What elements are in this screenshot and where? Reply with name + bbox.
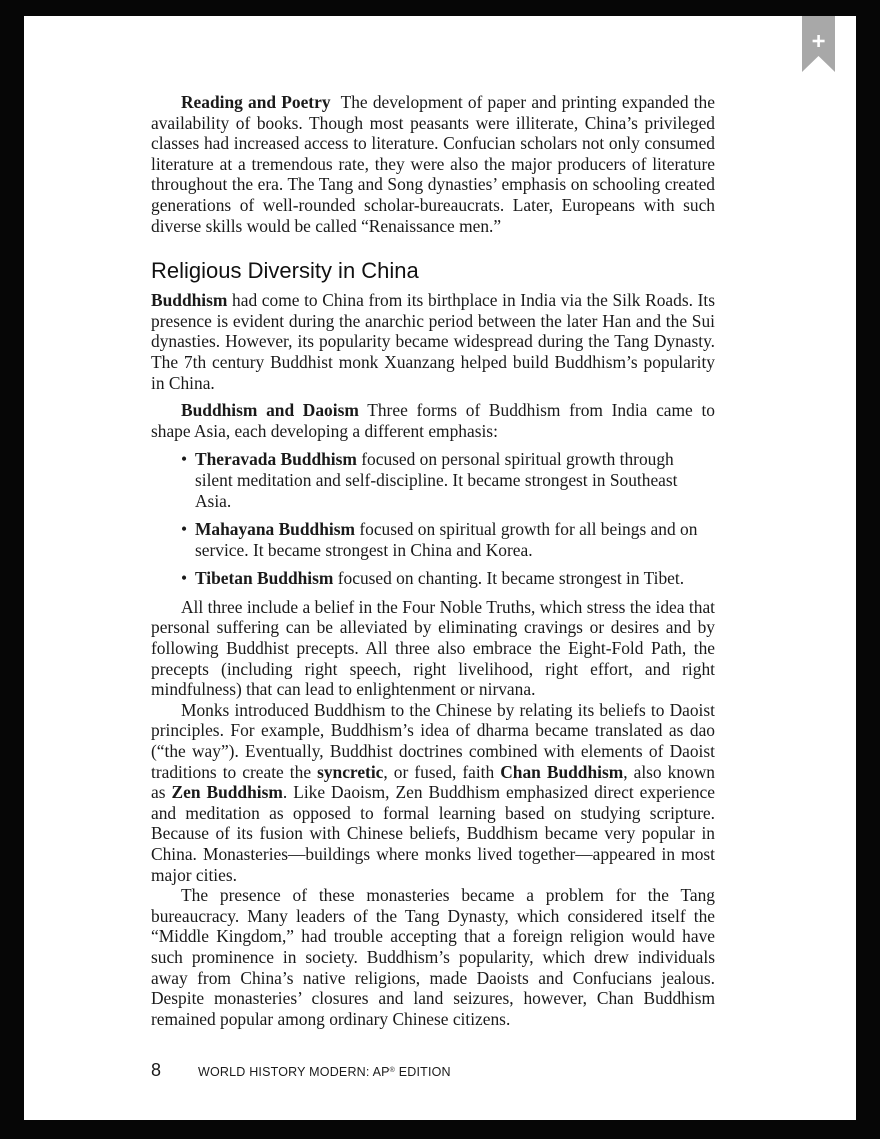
paragraph-four-noble-truths: All three include a belief in the Four Noble Truths, which stress the idea that personal suffering can be alleviated by eliminating cravings or desires and by following Buddhist precepts. All three also embrace the Eight-Fold Path, the precepts (including right speech, right livelihood, right effort, and right mindfulness) that can lead to enlightenment or nirvana.: [151, 596, 715, 700]
list-item: • Theravada Buddhism focused on personal spiritual growth through silent meditation and self-discipline. It became strongest in Southeast Asia.: [181, 449, 678, 511]
list-item: • Tibetan Buddhism focused on chanting. It became strongest in Tibet.: [181, 568, 685, 589]
paragraph-buddhism-intro: Buddhism had come to China from its birthplace in India via the Silk Roads. Its presence is evident during the anarchic period between the later Han and the Sui dynasties. However, its popularity became widespread during the Tang Dynasty. The 7th century Buddhist monk Xuanzang helped build Buddhism’s popularity in China.: [151, 290, 715, 393]
page-footer: [151, 1060, 451, 1084]
book-title: WORLD HISTORY MODERN: AP® EDITION: [198, 1065, 451, 1079]
run-in-heading: Buddhism and Daoism: [181, 400, 359, 421]
page-content: [151, 92, 715, 1029]
key-term: Buddhism: [151, 290, 228, 311]
page-number: 8: [151, 1060, 162, 1080]
bookmark-button[interactable]: [802, 16, 835, 72]
paragraph-monasteries: The presence of these monasteries became a problem for the Tang bureaucracy. Many leaders of the Tang Dynasty, which considered itself the “Middle Kingdom,” had trouble accepting that a foreign religion would have such prominence in society. Buddhism’s popularity, which drew individuals away from China’s native religions, made Daoists and Confucians jealous. Despite monasteries’ closures and land seizures, however, Chan Buddhism remained popular among ordinary Chinese citizens.: [151, 885, 715, 1029]
bullet-icon: •: [181, 568, 188, 589]
run-in-heading: Reading and Poetry: [181, 92, 331, 112]
paragraph-reading-poetry: Reading and Poetry The development of paper and printing expanded the availability of books. Though most peasants were illiterate, China’s privileged classes had increased access to literature. Confucian scholars not only consumed literature at a tremendous rate, they were also the major producers of literature throughout the era. The Tang and Song dynasties’ emphasis on schooling created generations of well-rounded scholar-bureaucrats. Later, Europeans with such diverse skills would be called “Renaissance men.”: [151, 92, 715, 236]
key-term: syncretic: [317, 761, 384, 782]
list-item: • Mahayana Buddhism focused on spiritual growth for all beings and on service. It became strongest in China and Korea.: [181, 519, 698, 560]
registered-mark: ®: [389, 1067, 396, 1074]
bullet-icon: •: [181, 449, 188, 470]
document-page: [24, 16, 856, 1120]
bullet-list: [151, 449, 701, 589]
bookmark-plus-icon: [802, 16, 835, 72]
key-term: Zen Buddhism: [171, 782, 283, 803]
paragraph-monks: Monks introduced Buddhism to the Chinese by relating its beliefs to Daoist principles. For example, Buddhism’s idea of dharma became translated as dao (“the way”). Eventually, Buddhist doctrines combined with elements of Daoist traditions to create the syncretic, or fused, faith Chan Buddhism, also known as Zen Buddhism. Like Daoism, Zen Buddhism emphasized direct experience and meditation as opposed to formal learning based on studying scripture. Because of its fusion with Chinese beliefs, Buddhism became very popular in China. Monasteries—buildings where monks lived together—appeared in most major cities.: [151, 699, 715, 885]
paragraph-buddhism-daoism: Buddhism and Daoism Three forms of Buddhism from India came to shape Asia, each developing a different emphasis:: [151, 400, 715, 441]
bullet-icon: •: [181, 519, 188, 540]
section-heading: Religious Diversity in China: [151, 258, 419, 284]
key-term: Chan Buddhism: [500, 761, 624, 782]
